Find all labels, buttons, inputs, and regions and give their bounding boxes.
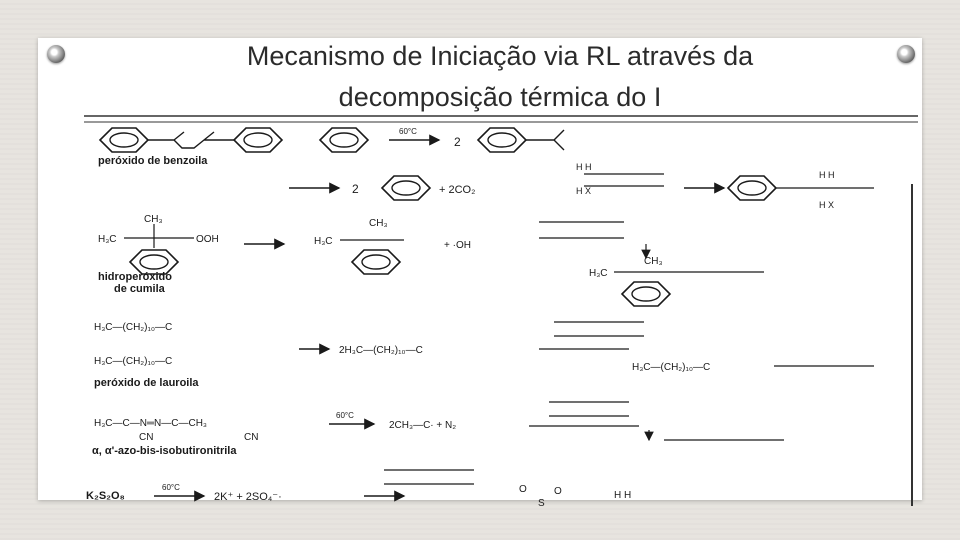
lauroyl-adduct: H₃C—(CH₂)₁₀—C (632, 362, 711, 373)
lauroyl-chain-2: H₃C—(CH₂)₁₀—C (94, 356, 173, 367)
pushpin-icon (47, 45, 65, 63)
svg-text:CN: CN (244, 432, 259, 443)
svg-text:CN: CN (139, 432, 154, 443)
title-line-2: decomposição térmica do I (338, 82, 662, 112)
svg-text:H₃C: H₃C (589, 268, 608, 279)
svg-text:O: O (519, 484, 527, 495)
benzoyl-label: peróxido de benzoila (98, 155, 208, 167)
cumyl-label-2: de cumila (114, 283, 165, 295)
svg-text:H X: H X (819, 200, 835, 210)
reaction-scheme-image (84, 114, 918, 506)
temp-label-2: 60°C (336, 411, 354, 420)
svg-text:H H: H H (819, 170, 835, 180)
svg-text:H X: H X (576, 186, 592, 196)
slide-title (160, 36, 840, 118)
lauroyl-chain-1: H₃C—(CH₂)₁₀—C (94, 322, 173, 333)
cumyl-label-1: hidroperóxido (98, 271, 172, 283)
coefficient-2b: 2 (352, 182, 359, 196)
lauroyl-product: 2H₃C—(CH₂)₁₀—C (339, 345, 423, 356)
svg-text:H H: H H (576, 162, 592, 172)
azo-product: 2CH₃—C· + N₂ (389, 420, 457, 431)
persulfate-label: K₂S₂O₈ (86, 490, 125, 502)
svg-text:O: O (554, 486, 562, 497)
azo-structure: H₃C—C—N═N—C—CH₃ (94, 418, 208, 429)
lauroyl-label: peróxido de lauroila (94, 377, 199, 389)
svg-text:CH₃: CH₃ (144, 214, 163, 225)
persulfate-product: 2K⁺ + 2SO₄⁻· (214, 491, 282, 503)
cumyl-structure (98, 214, 219, 274)
coefficient-2: 2 (454, 135, 461, 149)
svg-text:OOH: OOH (196, 234, 219, 245)
oh-label: + ·OH (444, 240, 471, 251)
title-line-1: Mecanismo de Iniciação via RL através da (246, 41, 754, 71)
temp-label-3: 60°C (162, 483, 180, 492)
svg-text:H₃C: H₃C (314, 236, 333, 247)
svg-text:H₃C: H₃C (98, 234, 117, 245)
benzoyl-peroxide-structure (100, 128, 282, 152)
svg-text:CH₃: CH₃ (644, 256, 663, 267)
svg-text:CH₃: CH₃ (369, 218, 388, 229)
azo-label: α, α'-azo-bis-isobutironitrila (92, 445, 237, 457)
svg-text:H H: H H (614, 490, 632, 501)
temp-label-1: 60°C (399, 127, 417, 136)
pushpin-icon (897, 45, 915, 63)
co2-label: + 2CO₂ (439, 184, 476, 196)
svg-text:S: S (538, 498, 545, 506)
